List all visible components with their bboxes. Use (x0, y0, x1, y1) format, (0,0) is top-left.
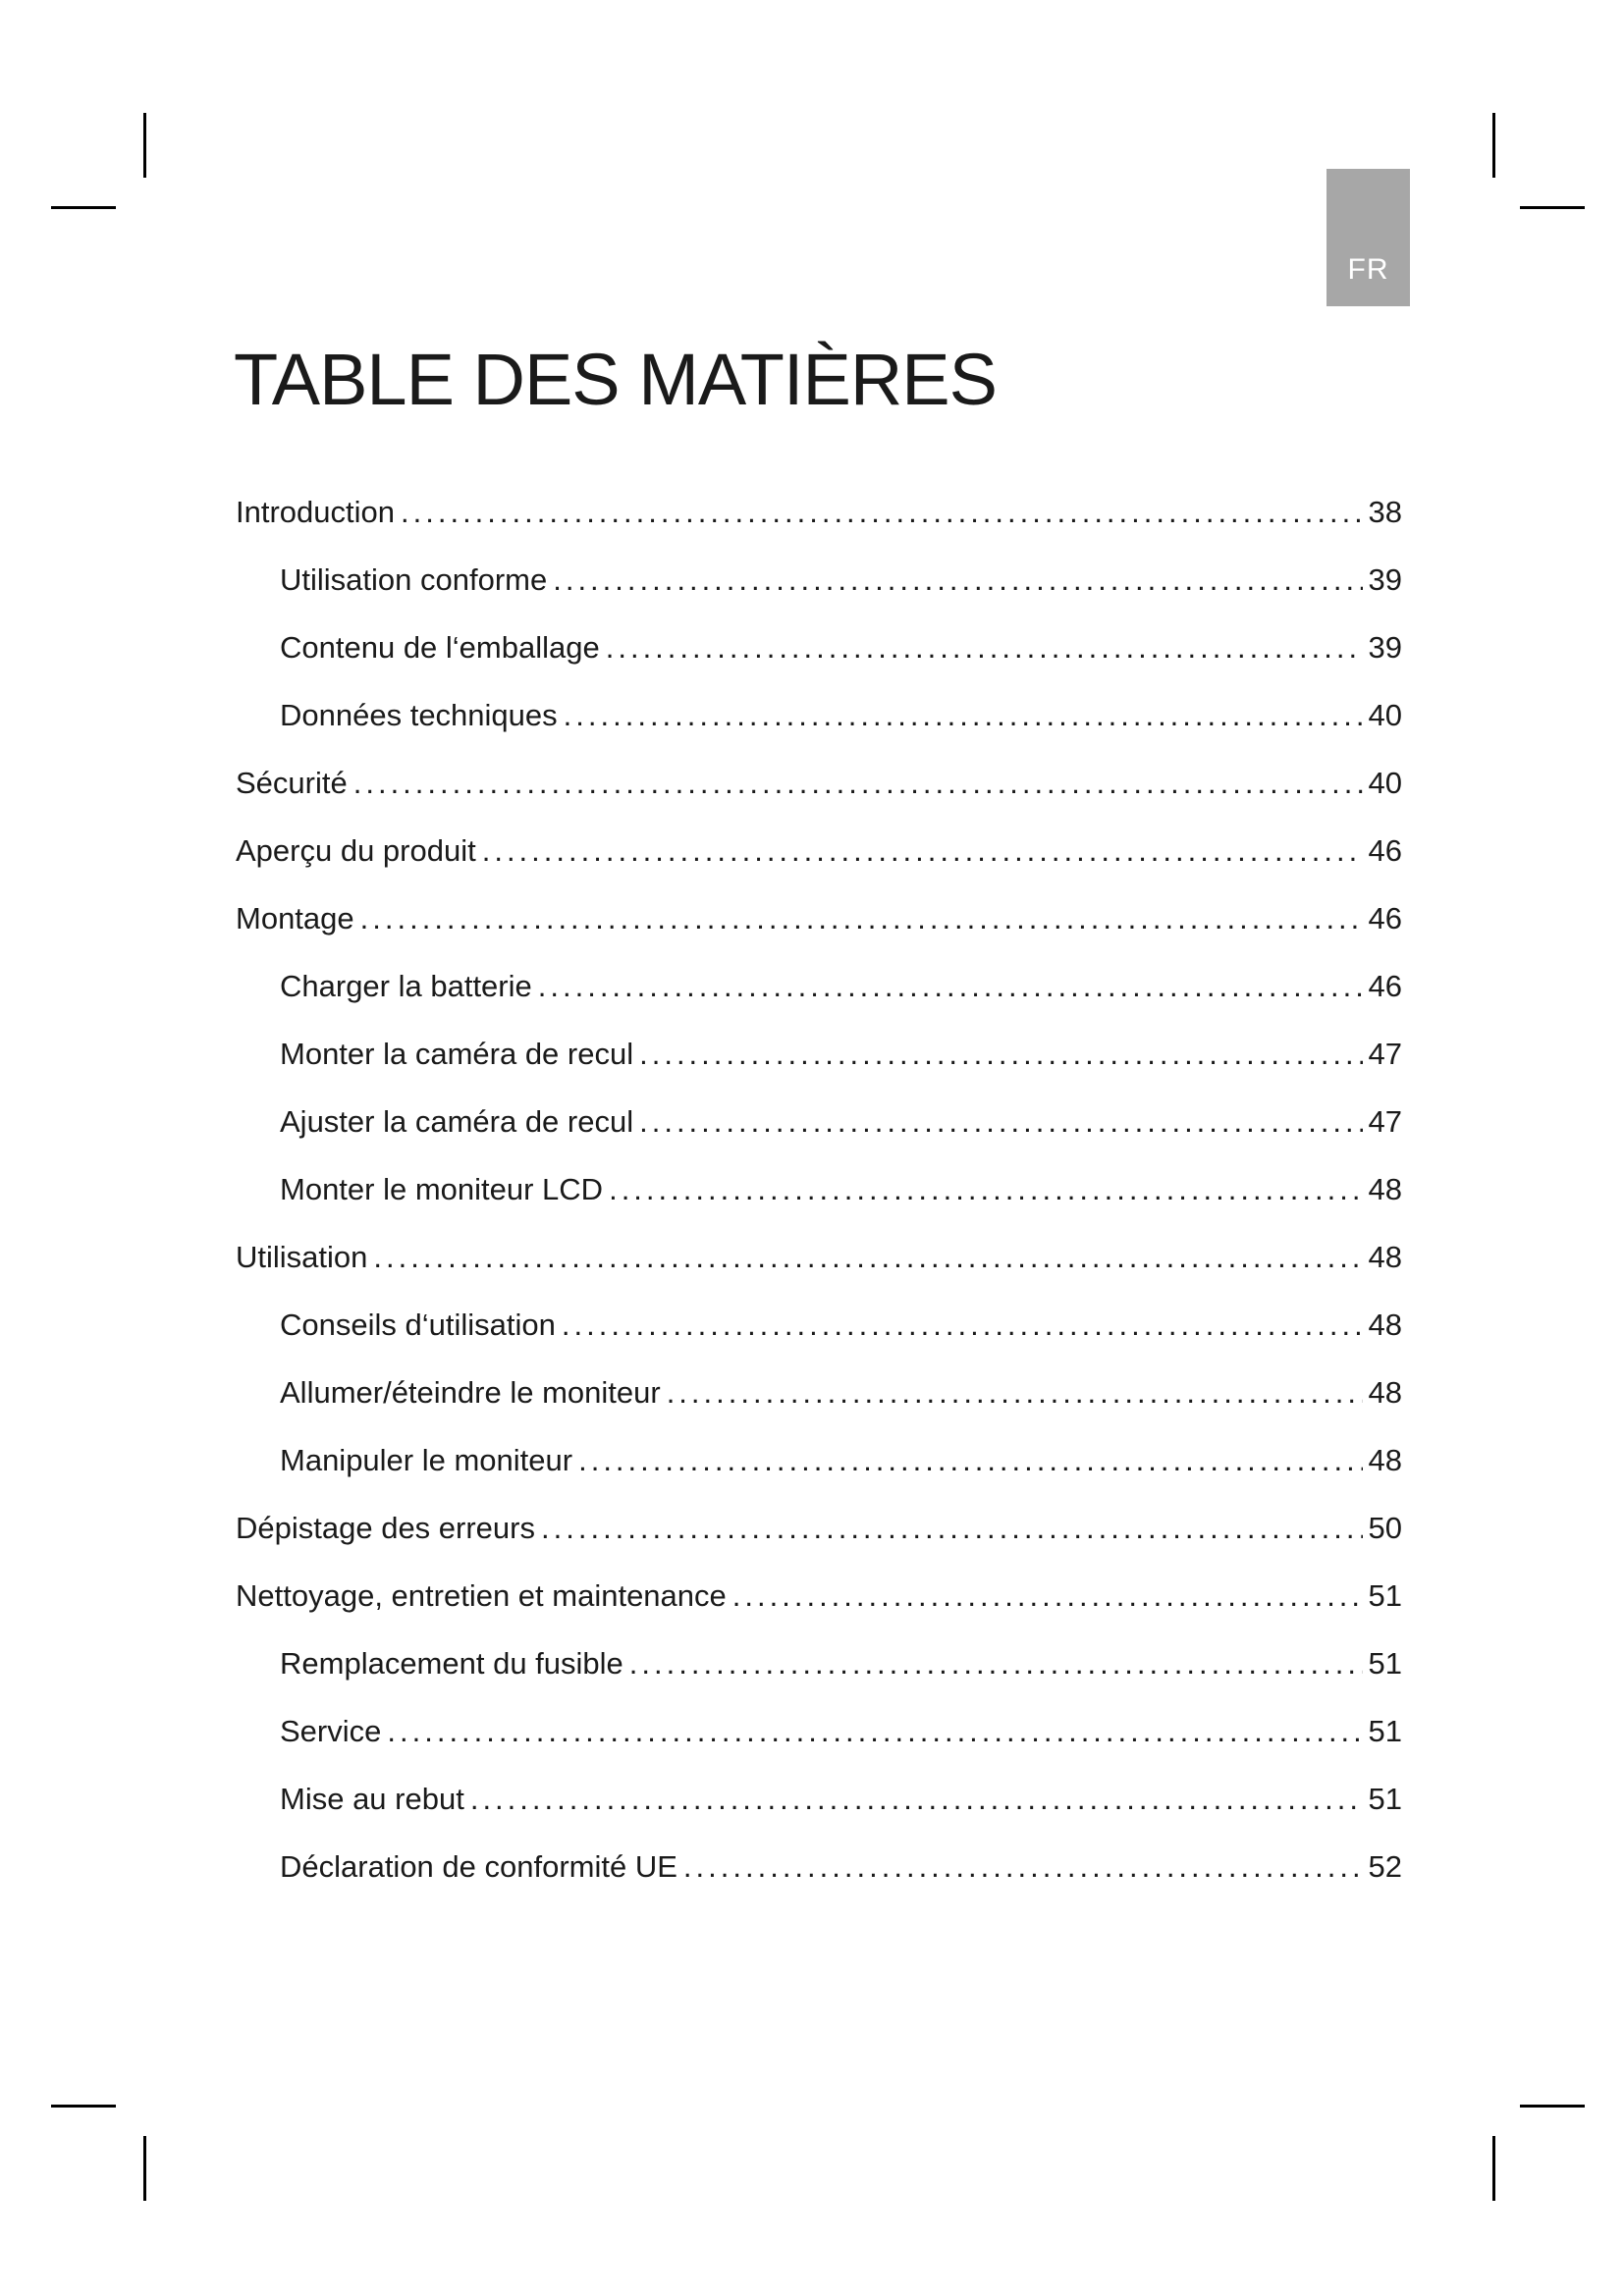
toc-dot-leader (609, 1165, 1362, 1214)
toc-page-number: 51 (1368, 1714, 1402, 1748)
toc-page-number: 48 (1368, 1443, 1402, 1477)
toc-dot-leader (564, 691, 1363, 740)
language-tab (1326, 169, 1410, 306)
toc-page-number: 40 (1368, 698, 1402, 732)
toc-entry-label: Contenu de l‘emballage (280, 630, 600, 665)
toc-dot-leader (360, 894, 1363, 943)
toc-subentry[interactable] (236, 1301, 1402, 1368)
toc-dot-leader (732, 1572, 1363, 1621)
toc-entry-label: Déclaration de conformité UE (280, 1849, 677, 1884)
toc-page-number: 39 (1368, 562, 1402, 597)
toc-entry-label: Données techniques (280, 698, 558, 732)
crop-mark-top-right-horizontal (1520, 206, 1585, 209)
toc-dot-leader (639, 1030, 1362, 1079)
toc-subentry[interactable] (236, 962, 1402, 1030)
toc-entry-label: Utilisation (236, 1240, 368, 1274)
toc-page-number: 48 (1368, 1240, 1402, 1274)
toc-entry[interactable] (236, 1504, 1402, 1572)
toc-dot-leader (538, 962, 1363, 1011)
crop-mark-bottom-left-vertical (143, 2136, 146, 2201)
toc-dot-leader (639, 1097, 1362, 1147)
crop-mark-bottom-right-vertical (1492, 2136, 1495, 2201)
toc-page-number: 48 (1368, 1172, 1402, 1206)
toc-subentry[interactable] (236, 1097, 1402, 1165)
toc-entry-label: Allumer/éteindre le moniteur (280, 1375, 661, 1410)
crop-mark-top-right-vertical (1492, 113, 1495, 178)
toc-entry[interactable] (236, 759, 1402, 827)
toc-page-number: 39 (1368, 630, 1402, 665)
toc-dot-leader (353, 759, 1363, 808)
toc-entry-label: Aperçu du produit (236, 833, 476, 868)
toc-subentry[interactable] (236, 1030, 1402, 1097)
toc-page-number: 46 (1368, 969, 1402, 1003)
toc-dot-leader (667, 1368, 1363, 1417)
toc-dot-leader (578, 1436, 1362, 1485)
toc-dot-leader (606, 623, 1363, 672)
toc-page-number: 46 (1368, 901, 1402, 935)
toc-page-number: 52 (1368, 1849, 1402, 1884)
toc-entry[interactable] (236, 1572, 1402, 1639)
toc-entry-label: Dépistage des erreurs (236, 1511, 535, 1545)
toc-entry-label: Monter le moniteur LCD (280, 1172, 604, 1206)
toc-entry-label: Service (280, 1714, 382, 1748)
toc-page-number: 47 (1368, 1037, 1402, 1071)
toc-page-number: 48 (1368, 1308, 1402, 1342)
crop-mark-top-left-horizontal (51, 206, 116, 209)
crop-mark-bottom-left-horizontal (51, 2105, 116, 2108)
crop-mark-top-left-vertical (143, 113, 146, 178)
crop-mark-bottom-right-horizontal (1520, 2105, 1585, 2108)
language-tab-label: FR (1347, 253, 1389, 286)
toc-entry[interactable] (236, 827, 1402, 894)
toc-entry-label: Remplacement du fusible (280, 1646, 623, 1681)
toc-page-number: 40 (1368, 766, 1402, 800)
toc-entry[interactable] (236, 894, 1402, 962)
toc-entry-label: Sécurité (236, 766, 348, 800)
toc-dot-leader (373, 1233, 1362, 1282)
toc-entry-label: Montage (236, 901, 354, 935)
toc-dot-leader (629, 1639, 1363, 1688)
toc-dot-leader (562, 1301, 1363, 1350)
toc-subentry[interactable] (236, 1707, 1402, 1775)
toc-dot-leader (541, 1504, 1363, 1553)
toc-dot-leader (482, 827, 1363, 876)
toc-page-number: 47 (1368, 1104, 1402, 1139)
toc-subentry[interactable] (236, 1775, 1402, 1842)
toc-entry-label: Utilisation conforme (280, 562, 548, 597)
toc-subentry[interactable] (236, 1639, 1402, 1707)
toc-entry-label: Mise au rebut (280, 1782, 464, 1816)
toc-subentry[interactable] (236, 691, 1402, 759)
toc-entry[interactable] (236, 488, 1402, 556)
toc-entry-label: Ajuster la caméra de recul (280, 1104, 634, 1139)
toc-dot-leader (470, 1775, 1363, 1824)
toc-subentry[interactable] (236, 1842, 1402, 1910)
toc-page-number: 46 (1368, 833, 1402, 868)
table-of-contents (236, 488, 1402, 1910)
toc-subentry[interactable] (236, 1436, 1402, 1504)
toc-dot-leader (401, 488, 1363, 537)
toc-entry-label: Manipuler le moniteur (280, 1443, 573, 1477)
toc-subentry[interactable] (236, 623, 1402, 691)
toc-page-number: 38 (1368, 495, 1402, 529)
toc-page-number: 51 (1368, 1578, 1402, 1613)
toc-dot-leader (683, 1842, 1363, 1892)
toc-entry-label: Conseils d‘utilisation (280, 1308, 556, 1342)
toc-entry-label: Nettoyage, entretien et maintenance (236, 1578, 727, 1613)
toc-page-number: 50 (1368, 1511, 1402, 1545)
toc-page-number: 48 (1368, 1375, 1402, 1410)
toc-dot-leader (387, 1707, 1362, 1756)
toc-entry-label: Monter la caméra de recul (280, 1037, 634, 1071)
page-title: TABLE DES MATIÈRES (234, 339, 997, 420)
toc-page-number: 51 (1368, 1782, 1402, 1816)
toc-entry-label: Charger la batterie (280, 969, 532, 1003)
toc-entry[interactable] (236, 1233, 1402, 1301)
toc-page-number: 51 (1368, 1646, 1402, 1681)
toc-dot-leader (553, 556, 1362, 605)
toc-entry-label: Introduction (236, 495, 395, 529)
toc-subentry[interactable] (236, 556, 1402, 623)
toc-subentry[interactable] (236, 1368, 1402, 1436)
toc-subentry[interactable] (236, 1165, 1402, 1233)
